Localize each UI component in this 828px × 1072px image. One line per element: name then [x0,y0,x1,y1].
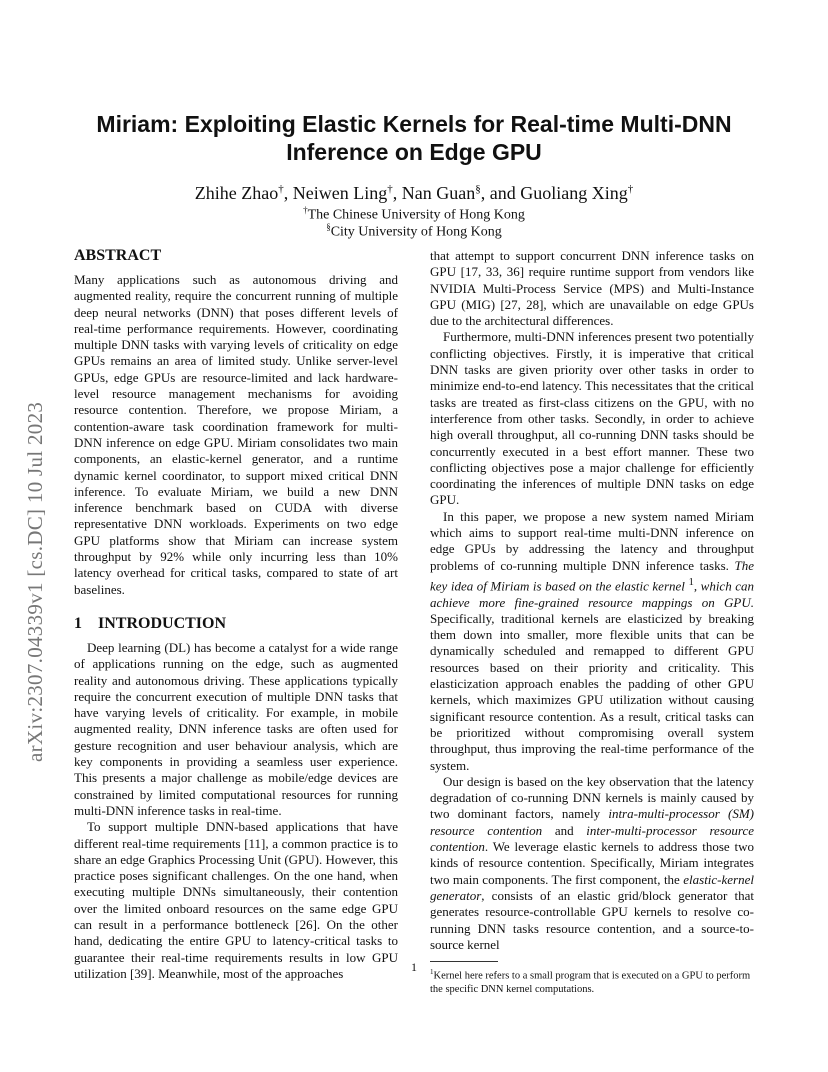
p5-text-c: . We leverage elastic kernels to address those two kinds of resource contention. Specifically, Miriam integrates two main components. The first component, the [430,839,754,887]
p4-text-a: In this paper, we propose a new system named Miriam which aims to support real-time multi-DNN inference on edge GPUs by addressing the latency and throughput problems of co-running multiple DNN inference tasks. [430,508,754,573]
footnote-mark: 1 [430,968,434,977]
p5-text-d: , consists of an elastic grid/block generator that generates resource-controllable GPU kernels to resolve co-running DNN tasks resource contention, and a source-to-source kernel [430,887,754,952]
author-1-mark: † [278,183,284,195]
page-number: 1 [411,960,417,974]
author-4-mark: † [627,183,634,195]
author-4: , and Guoliang Xing [480,183,628,203]
section-title: INTRODUCTION [98,614,227,632]
author-2: , Neiwen Ling [283,183,388,203]
intro-paragraph-2: To support multiple DNN-based applications that have different real-time requirements [11], a common practice is to share an edge Graphics Processing Unit (GPU). However, this practice poses significant challenges. On the one hand, when executing multiple DNNs simultaneously, their contention over the limited onboard resources on the same edge GPU can result in a performance bottleneck [26]. On the other hand, dedicating the entire GPU to latency-critical tasks to guarantee their real-time requirements results in low GPU utilization [39]. Meanwhile, most of the approaches [74,819,398,981]
author-3-mark: § [475,183,481,195]
author-3: , Nan Guan [392,183,476,203]
p4-emphasis-1: The key idea of Miriam is based on the elastic kernel [430,557,754,594]
p4-text-b: Specifically, traditional kernels are elasticized by breaking them down into smaller, more flexible units that can be dynamically scheduled and remapped to different GPU resources based on their priority and criticality. This elasticization approach enables the padding of other GPU kernels, which maximizes GPU utilization without causing significant resource contention. As a result, critical tasks can be prioritized without compromising overall system throughput, thus improving the real-time performance of the system. [430,610,754,773]
introduction-heading [74,614,398,634]
p5-emphasis-1: intra-multi-processor (SM) resource contention [430,806,754,838]
affiliation-2-mark: § [326,222,331,232]
footnote-ref: 1 [688,575,694,588]
footnote-divider [430,961,498,962]
p4-emphasis-2: , which can achieve more fine-grained resource mappings on GPU. [430,578,754,610]
section-number: 1 [74,614,82,632]
footnote-text: Kernel here refers to a small program that is executed on a GPU to perform the specific DNN kernel computations. [430,970,751,995]
paper-title [80,110,748,166]
right-column [430,248,754,996]
p5-emphasis-3: elastic-kernel generator [430,871,754,903]
intro-paragraph-1: Deep learning (DL) has become a catalyst for a wide range of applications running on the edge, such as augmented reality and autonomous driving. These applications typically require the concurrent execution of multiple DNN tasks that have varying levels of criticality. For example, in mobile augmented reality, DNN inference tasks are often used for gesture recognition and user behaviour analysis, which are key components in providing a seamless user experience. This presents a major challenge as mobile/edge devices are constrained by limited computational resources for running multi-DNN inference tasks in real-time. [74,639,398,818]
author-2-mark: † [387,183,393,195]
affiliation-2-name: City University of Hong Kong [330,224,502,240]
intro-paragraph-4 [430,509,754,774]
abstract-heading: ABSTRACT [74,247,162,264]
left-column [74,246,398,982]
abstract-text: Many applications such as autonomous driving and augmented reality, require the concurrent running of multiple deep neural networks (DNN) that poses different levels of real-time performance requirements. However, coordinating multiple DNN tasks with varying levels of criticality on edge GPUs remains an area of limited study. Unlike server-level GPUs, edge GPUs are resource-limited and lack hardware-level resource management mechanisms for avoiding resource contention. Therefore, we propose Miriam, a contention-aware task coordination framework for multi-DNN inference on edge GPU. Miriam consolidates two main components, an elastic-kernel generator, and a runtime dynamic kernel coordinator, to support mixed critical DNN inference. To evaluate Miriam, we build a new DNN inference benchmark based on CUDA with diverse representative DNN workloads. Experiments on two edge GPU platforms show that Miriam can increase system throughput by 92% while only incurring less than 10% latency overhead for critical tasks, compared to state of art baselines. [74,272,398,597]
affiliation-2 [80,219,748,241]
intro-paragraph-3: Furthermore, multi-DNN inferences present two potentially conflicting objectives. Firstly, it is imperative that critical DNN tasks are given priority over other tasks in order to minimize end-to-end latency. This necessitates that the critical tasks are treated as first-class citizens on the GPU, with no interference from other tasks. Secondly, in order to achieve high overall throughput, all co-running DNN tasks should be concurrently executed in a best effort manner. These two conflicting objectives pose a major challenge for efficiently coordinating the inferences of multiple DNN tasks on edge GPU. [430,329,754,508]
title-line-1: Miriam: Exploiting Elastic Kernels for Real-time Multi-DNN [96,111,732,137]
p5-text-b: and [542,822,587,838]
intro-paragraph-5 [430,774,754,953]
affiliation-1-name: The Chinese University of Hong Kong [307,207,525,223]
footnote [430,966,754,996]
intro-paragraph-2-continued: that attempt to support concurrent DNN inference tasks on GPU [17, 33, 36] require runtime support from vendors like NVIDIA Multi-Process Service (MPS) and Multi-Instance GPU (MIG) [27, 28], which are unavailable on edge GPUs due to the architectural differences. [430,248,754,329]
author-1: Zhihe Zhao [194,183,279,203]
title-line-2: Inference on Edge GPU [286,139,542,165]
p5-emphasis-2: inter-multi-processor resource contention [430,822,754,855]
affiliation-1-mark: † [303,205,308,215]
author-list [80,178,748,204]
p5-text-a: Our design is based on the key observation that the latency degradation of co-running DNN kernels is mainly caused by two dominant factors, namely [430,773,754,822]
arxiv-identifier: arXiv:2307.04339v1 [cs.DC] 10 Jul 2023 [23,401,47,762]
